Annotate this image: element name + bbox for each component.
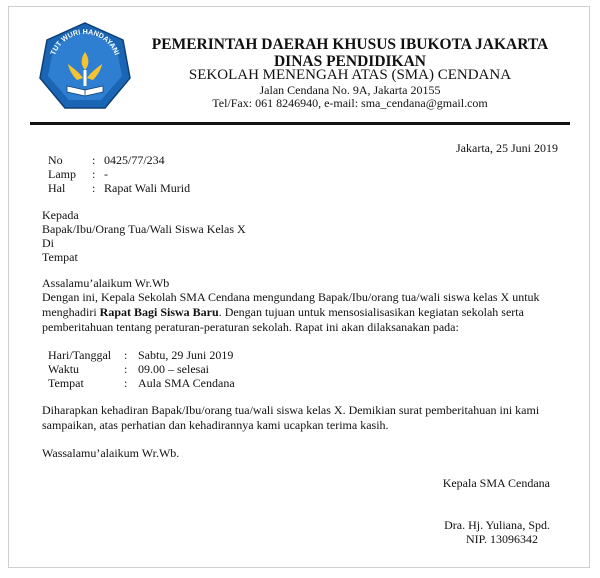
signer-title: Kepala SMA Cendana [442, 476, 550, 490]
detail-colon: : [124, 348, 128, 362]
header-government-line: PEMERINTAH DAERAH KHUSUS IBUKOTA JAKARTA [151, 36, 549, 53]
header-address: Jalan Cendana No. 9A, Jakarta 20155 [259, 83, 441, 97]
tut-wuri-handayani-logo [37, 20, 133, 112]
recipient-line: Di [42, 236, 54, 250]
detail-value: Aula SMA Cendana [138, 376, 235, 390]
event-name: Rapat Bagi Siswa Baru [99, 305, 219, 319]
meta-label: No [48, 153, 63, 167]
header-contact: Tel/Fax: 061 8246940, e-mail: sma_cendana@gmail.com [212, 96, 488, 110]
detail-label: Hari/Tanggal [48, 348, 112, 362]
meta-colon: : [92, 153, 96, 167]
recipient-line: Kepada [42, 208, 79, 222]
greeting: Assalamu’alaikum Wr.Wb [42, 276, 170, 290]
body-text: Dengan ini, Kepala Sekolah SMA Cendana mengundang Bapak/Ibu/orang tua/wali siswa kelas X untuk menghadiri [42, 290, 540, 319]
body-text: . Dengan tujuan untuk mensosialisasikan kegiatan sekolah serta pemberitahuan tentang peraturan-peraturan sekolah. Rapat ini akan dilaksanakan pada: [42, 305, 524, 334]
meta-label: Hal [48, 181, 66, 195]
header-department-line: DINAS PENDIDIKAN [273, 53, 426, 70]
body-paragraph-invitation [42, 290, 562, 335]
letter-date: Jakarta, 25 Juni 2019 [456, 141, 558, 155]
closing-salutation: Wassalamu’alaikum Wr.Wb. [42, 446, 180, 460]
signer-nip: NIP. 13096342 [465, 532, 538, 546]
logo-motto-text: TUT WURI HANDAYANI [48, 26, 122, 57]
detail-value: Sabtu, 29 Juni 2019 [138, 348, 234, 362]
meta-value: - [104, 167, 108, 181]
recipient-line: Bapak/Ibu/Orang Tua/Wali Siswa Kelas X [42, 222, 246, 236]
signer-name: Dra. Hj. Yuliana, Spd. [444, 518, 550, 532]
meta-colon: : [92, 167, 96, 181]
meta-value: 0425/77/234 [104, 153, 165, 167]
meta-label: Lamp [48, 167, 76, 181]
detail-label: Waktu [48, 362, 80, 376]
meta-colon: : [92, 181, 96, 195]
meta-value: Rapat Wali Murid [104, 181, 191, 195]
body-paragraph-closing: Diharapkan kehadiran Bapak/Ibu/orang tua/wali siswa kelas X. Demikian surat pemberitahuan ini kami sampaikan, atas perhatian dan kehadirannya kami ucapkan terima kasih. [42, 403, 540, 432]
letterhead-divider [30, 122, 570, 125]
detail-label: Tempat [48, 376, 84, 390]
detail-value: 09.00 – selesai [138, 362, 209, 376]
detail-colon: : [124, 376, 128, 390]
detail-colon: : [124, 362, 128, 376]
header-school-name: SEKOLAH MENENGAH ATAS (SMA) CENDANA [188, 67, 512, 83]
recipient-line: Tempat [42, 250, 78, 264]
